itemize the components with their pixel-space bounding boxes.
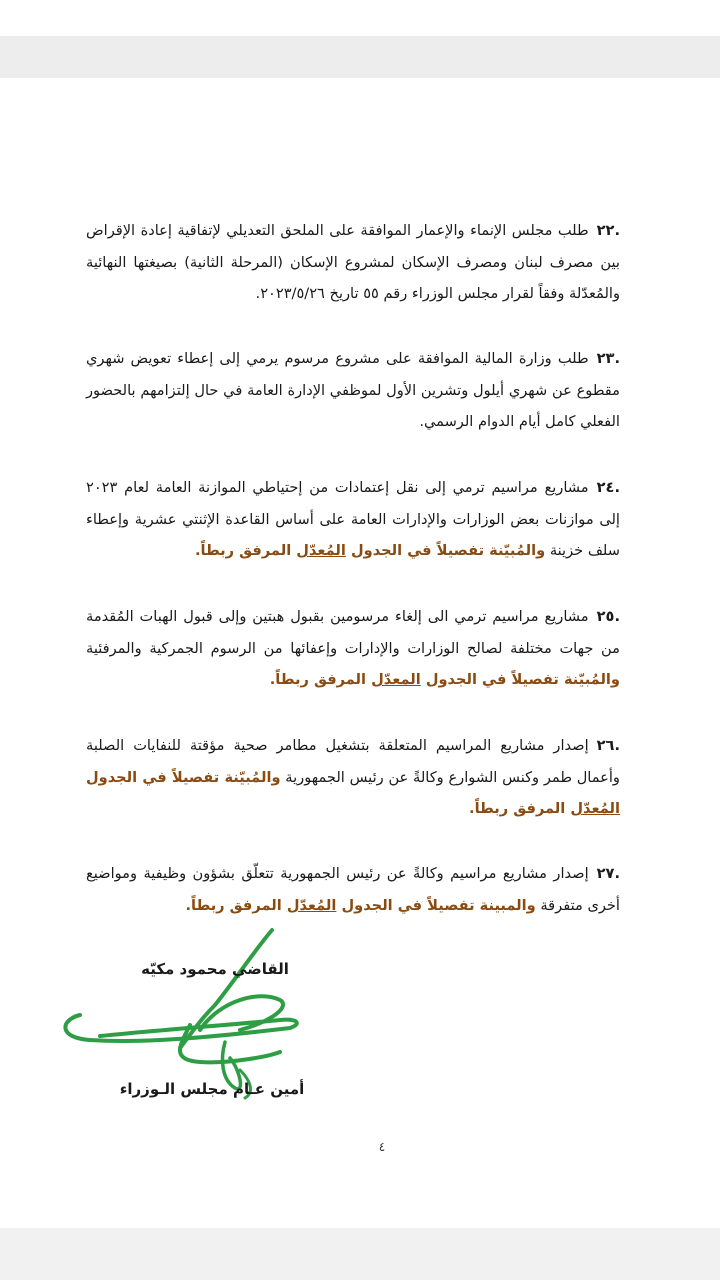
item-number: .٢٣ <box>596 350 620 367</box>
item-highlight: والمبينة تفصيلاً في الجدول المُعدّل المرفق ربطاً. <box>185 896 536 914</box>
item-text: مشاريع مراسيم ترمي إلى نقل إعتمادات من إحتياطي الموازنة العامة لعام ٢٠٢٣ إلى موازنات بعض الوزارات والإدارات العامة على أساس القاعدة الإثنتي عشرية وإعطاء سلف خزينة <box>86 479 620 559</box>
page-number: ٤ <box>378 1140 386 1154</box>
list-item-26 <box>86 730 620 825</box>
list-item-24 <box>86 472 620 567</box>
list-item-25 <box>86 601 620 696</box>
item-number: .٢٦ <box>596 737 620 754</box>
list-item-23 <box>86 343 620 438</box>
list-item-27 <box>86 858 620 921</box>
signatory-title: أمين عـام مجلس الـوزراء <box>119 1080 305 1098</box>
item-number: .٢٢ <box>596 222 620 239</box>
item-highlight: والمُبيّنة تفصيلاً في الجدول المُعدّل المرفق ربطاً. <box>194 542 546 559</box>
top-bar <box>0 0 720 36</box>
item-text: طلب مجلس الإنماء والإعمار الموافقة على الملحق التعديلي لإتفاقية إعادة الإقراض بين مصرف لبنان ومصرف الإسكان لمشروع الإسكان (المرحلة الثانية) بصيغتها النهائية والمُعدّلة وفقاً لقرار مجلس الوزراء رقم ٥٥ تاريخ ٢٠٢٣/٥/٢٦. <box>86 222 620 302</box>
item-text: مشاريع مراسيم ترمي الى إلغاء مرسومين بقبول هبتين وإلى قبول الهبات المُقدمة من جهات مختلفة لصالح الوزارات والإدارات وإعفائها من الرسوم الجمركية والمرفئية <box>86 608 620 657</box>
item-text: إصدار مشاريع مراسيم وكالةً عن رئيس الجمهورية تتعلّق بشؤون وظيفية ومواضيع أخرى متفرقة <box>86 865 620 914</box>
item-highlight: والمُبيّنة تفصيلاً في الجدول المُعدّل المرفق ربطاً. <box>86 768 620 817</box>
item-text: إصدار مشاريع المراسيم المتعلقة بتشغيل مطامر صحية مؤقتة للنفايات الصلبة وأعمال طمر وكنس الشوارع وكالةً عن رئيس الجمهورية <box>86 737 620 786</box>
list-item-22 <box>86 215 620 310</box>
item-number: .٢٥ <box>596 608 620 625</box>
viewer-bottom <box>0 1228 720 1280</box>
signatory-name: القاضي محمود مكيّه <box>141 960 289 978</box>
item-text: طلب وزارة المالية الموافقة على مشروع مرسوم يرمي إلى إعطاء تعويض شهري مقطوع عن شهري أيلول وتشرين الأول لموظفي الإدارة العامة في حال إلتزامهم بالحضور الفعلي كامل أيام الدوام الرسمي. <box>86 350 620 430</box>
item-number: .٢٤ <box>596 479 620 496</box>
viewer-gap <box>0 36 720 78</box>
item-highlight: والمُبيّنة تفصيلاً في الجدول المعدّل المرفق ربطاً. <box>269 671 620 688</box>
item-number: .٢٧ <box>596 865 620 882</box>
